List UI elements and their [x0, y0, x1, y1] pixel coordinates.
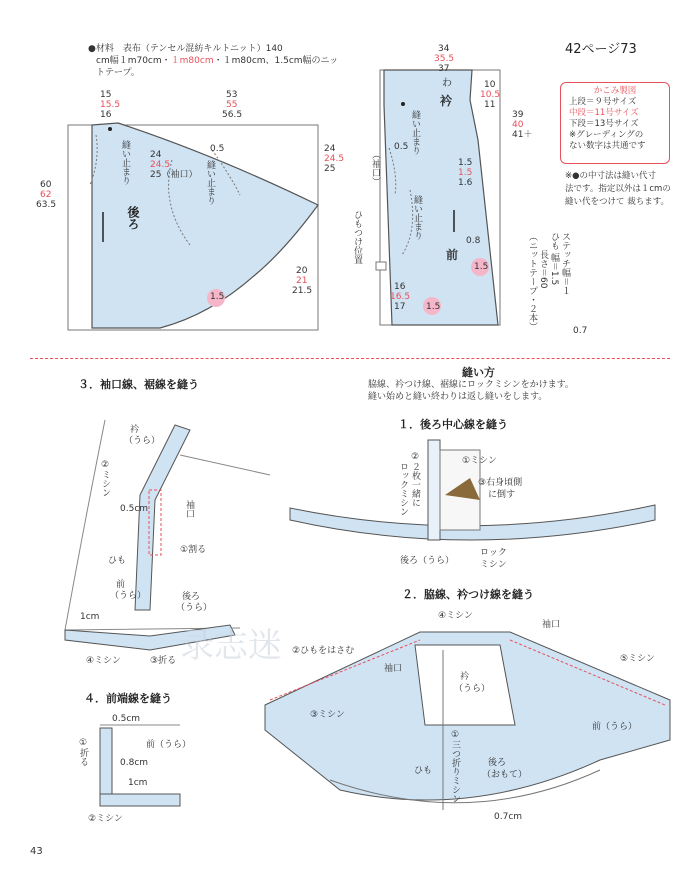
- front-bottom-d: 1.5: [426, 302, 441, 312]
- front-right-b: 40: [512, 120, 524, 130]
- step2-d: 袖口: [384, 664, 403, 674]
- step3-j: ④ミシン: [86, 656, 121, 666]
- step2-k: ひも: [414, 766, 433, 776]
- step4-title: ４．前端線を縫う: [84, 692, 172, 705]
- front-dim-b: 1.5: [458, 158, 473, 168]
- step3-h: 後ろ: [182, 592, 201, 602]
- step4-d: 0.8cm: [120, 758, 149, 768]
- step3-title: ３．袖口線、裾線を縫う: [78, 378, 199, 391]
- back-bottom-b: 21: [296, 276, 308, 286]
- step3-k: ③折る: [150, 656, 177, 666]
- legend-grading1: ※グレーディングの: [569, 130, 644, 140]
- page-reference: 42ページ73: [565, 42, 637, 57]
- step2-j: 後ろ: [488, 758, 507, 768]
- front-top-c: 37: [438, 64, 450, 74]
- step1-a: ①ミシン: [462, 456, 497, 466]
- front-dim-f: 1.5: [474, 262, 489, 272]
- step1-b2: ロックミシン: [398, 462, 408, 516]
- front-top-a: 34: [438, 44, 450, 54]
- back-stitch-stop-2: 縫い止まり: [205, 160, 215, 205]
- back-bottom-a: 20: [296, 266, 308, 276]
- seam-note-3: 縫い代をつけて 裁ちます。: [565, 197, 670, 207]
- legend-large: 下段＝13号サイズ: [569, 119, 639, 129]
- legend-medium: 中段＝11号サイズ: [569, 108, 639, 118]
- front-dim-a: 0.5: [394, 142, 409, 152]
- step1-e: ロック: [480, 548, 507, 558]
- step2-g: ③ミシン: [310, 710, 345, 720]
- front-top-b: 35.5: [434, 54, 455, 64]
- back-mid-d: 0.5: [210, 144, 225, 154]
- back-mid-c: 25（袖口）: [150, 170, 198, 180]
- step2-c: ②ひもをはさむ: [292, 646, 355, 656]
- step4-b: ①折る: [78, 738, 88, 766]
- step2-a: ④ミシン: [438, 611, 473, 621]
- back-bottom-d: 1.5: [210, 292, 225, 302]
- front-stop-2: 縫い止まり: [412, 195, 422, 240]
- materials-line2: [96, 56, 338, 67]
- step2-h: 前（うら）: [592, 722, 638, 732]
- materials-fabric-m: １m80cm: [170, 56, 214, 66]
- back-top-b: 15.5: [100, 100, 121, 110]
- step2-diagram: [265, 632, 670, 810]
- step1-c2: に倒す: [488, 490, 516, 500]
- back-top-c: 16: [100, 110, 112, 120]
- size-legend: [560, 82, 670, 164]
- back-top-e: 55: [226, 100, 238, 110]
- back-right-b: 24.5: [324, 154, 345, 164]
- section-divider: [30, 358, 670, 359]
- step3-f: ひも: [108, 556, 127, 566]
- step3-c: 0.5cm: [120, 504, 149, 514]
- step3-h2: （うら）: [176, 603, 213, 613]
- back-bottom-c: 21.5: [292, 286, 313, 296]
- front-right-a: 39: [512, 110, 524, 120]
- front-dim-c: 1.5: [458, 168, 473, 178]
- step1-diagram: [290, 440, 655, 540]
- legend-title: かこみ製図: [593, 86, 637, 96]
- back-right-a: 24: [324, 144, 336, 154]
- front-collar-b: 10.5: [480, 90, 501, 100]
- watermark: 录志迷: [180, 626, 282, 666]
- step4-c: 前（うら）: [146, 740, 192, 750]
- step1-b: ②２枚一緒に: [410, 452, 420, 507]
- front-dim-e: 0.8: [466, 236, 481, 246]
- sewing-desc-1: 脇線、衿つけ線、裾線にロックミシンをかけます。: [368, 380, 574, 390]
- front-collar-a: 10: [484, 80, 496, 90]
- seam-note-1: ※●の中寸法は縫い代寸: [565, 171, 657, 181]
- materials-fabric-l: ・１m80cm、1.5cm幅のニッ: [213, 56, 339, 66]
- materials-line1: ●材料 表布（テンセル混紡キルトニット）140: [88, 44, 283, 54]
- legend-grading2: ない数字は共通です: [569, 141, 646, 151]
- back-label: 後ろ: [126, 206, 140, 230]
- front-sleeve-label: （袖口）: [370, 150, 380, 186]
- back-stitch-stop-1: 縫い止まり: [120, 140, 130, 185]
- step3-d: 袖口: [184, 500, 194, 518]
- step3-g2: （うら）: [110, 591, 147, 601]
- back-top-d: 53: [226, 90, 238, 100]
- stitch-note-b: ひも 幅＝1.5: [549, 232, 559, 286]
- front-collar-c: 11: [484, 100, 496, 110]
- sewing-title: 縫い方: [462, 366, 495, 379]
- front-himo-label: ひもつけ位置: [352, 210, 362, 264]
- front-right-c: 41＋: [512, 130, 533, 140]
- step2-f: 衿: [460, 672, 470, 682]
- front-wa: わ: [442, 78, 452, 89]
- front-collar-label: 衿: [440, 94, 453, 108]
- back-left-c: 63.5: [36, 200, 57, 210]
- back-top-a: 15: [100, 90, 112, 100]
- step3-g: 前: [116, 580, 126, 590]
- step3-a: 衿: [130, 425, 140, 435]
- step1-e2: ミシン: [480, 560, 507, 570]
- front-bottom-b: 16.5: [390, 292, 411, 302]
- stitch-note-c: 長さ＝60: [538, 250, 548, 289]
- sewing-desc-2: 縫い始めと縫い終わりは返し縫いをします。: [368, 392, 548, 402]
- step1-title: １．後ろ中心線を縫う: [398, 418, 508, 431]
- back-mid-a: 24: [150, 150, 162, 160]
- seam-allowance-note: [565, 170, 675, 209]
- front-bottom-c: 17: [394, 302, 406, 312]
- step2-l: 0.7cm: [494, 812, 523, 822]
- step2-e: ⑤ミシン: [620, 654, 655, 664]
- step1-d: 後ろ（うら）: [400, 556, 455, 566]
- page-number: 43: [30, 846, 43, 857]
- legend-small: 上段＝９号サイズ: [569, 97, 637, 107]
- step2-i: ①三つ折りミシン: [450, 730, 460, 803]
- stitch-note-a: ステッチ幅＝１: [560, 232, 570, 296]
- back-left-b: 62: [40, 190, 52, 200]
- step4-a: 0.5cm: [112, 714, 141, 724]
- front-dim-d: 1.6: [458, 178, 473, 188]
- step4-f: ②ミシン: [88, 814, 123, 824]
- back-top-f: 56.5: [222, 110, 243, 120]
- step2-f2: （うら）: [454, 684, 491, 694]
- step2-b: 袖口: [542, 620, 561, 630]
- back-pattern-piece: [68, 123, 318, 330]
- step3-e: ①割る: [180, 545, 207, 555]
- back-left-a: 60: [40, 180, 52, 190]
- step2-j2: （おもて）: [482, 770, 528, 780]
- stitch-note-e: 0.7: [573, 326, 588, 336]
- materials-line3: トテープ。: [96, 68, 140, 78]
- front-stop-1: 縫い止まり: [410, 110, 420, 155]
- step3-i: 1cm: [80, 612, 100, 622]
- materials-fabric-s: cm幅１m70cm・: [96, 56, 171, 66]
- stitch-note-d: （ニットテープ・２本）: [527, 232, 537, 331]
- step2-title: ２．脇線、衿つけ線を縫う: [402, 588, 534, 601]
- back-mid-b: 24.5: [150, 160, 171, 170]
- seam-note-2: 法です。指定以外は１cmの: [565, 184, 671, 194]
- front-label: 前: [446, 248, 459, 262]
- step3-b: ②ミシン: [100, 460, 110, 497]
- step3-a2: （うら）: [124, 436, 161, 446]
- step1-c: ③右身頃側: [478, 478, 523, 488]
- front-bottom-a: 16: [394, 282, 406, 292]
- back-right-c: 25: [324, 164, 336, 174]
- step4-e: 1cm: [128, 778, 148, 788]
